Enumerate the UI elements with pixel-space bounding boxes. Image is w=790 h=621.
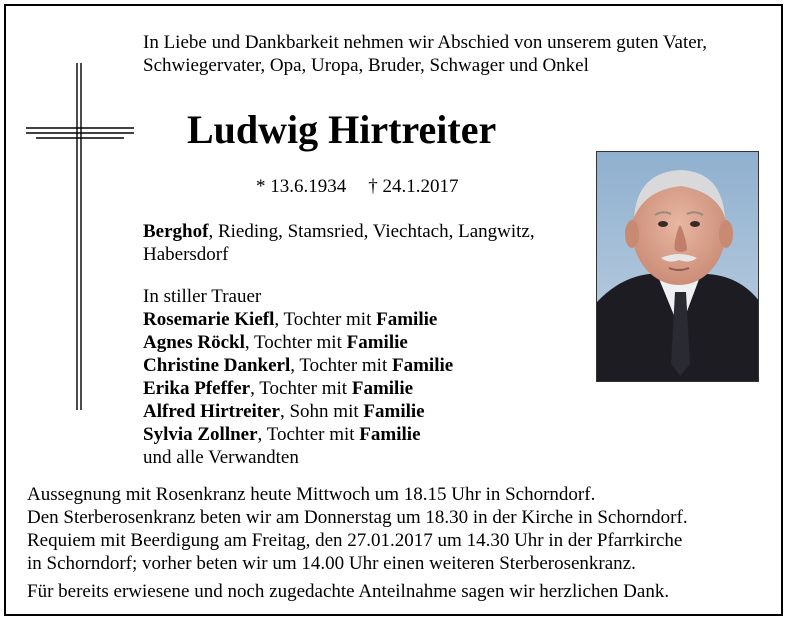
- mourner-relation: , Sohn mit: [279, 401, 364, 422]
- mourner-relation: , Tochter mit: [244, 332, 347, 353]
- mourner-name: Erika Pfeffer: [143, 378, 251, 399]
- mourner-family: Familie: [376, 309, 438, 330]
- announcement-block: [27, 483, 688, 575]
- mourner-relation: , Tochter mit: [274, 309, 377, 330]
- places-rest: , Rieding, Stamsried, Viechtach, Langwitz,: [208, 221, 535, 242]
- mourner-row: [143, 331, 453, 354]
- mourner-family: Familie: [363, 401, 425, 422]
- portrait-photo: [596, 151, 759, 382]
- announcement-line: Den Sterberosenkranz beten wir am Donnerstag um 18.30 in der Kirche in Schorndorf.: [27, 507, 688, 528]
- cross-icon: [0, 0, 140, 420]
- intro-line-2: Schwiegervater, Opa, Uropa, Bruder, Schwager und Onkel: [143, 55, 589, 76]
- mourner-row: [143, 308, 453, 331]
- mourners-block: [143, 285, 453, 469]
- mourner-name: Sylvia Zollner: [143, 424, 258, 445]
- mourner-name: Agnes Röckl: [143, 332, 245, 353]
- mourner-relation: , Tochter mit: [290, 355, 392, 376]
- mourners-heading: In stiller Trauer: [143, 286, 262, 307]
- mourner-relation: , Tochter mit: [257, 424, 360, 445]
- announcement-line: Requiem mit Beerdigung am Freitag, den 27.01.2017 um 14.30 Uhr in der Pfarrkirche: [27, 530, 683, 551]
- mourner-name: Alfred Hirtreiter: [143, 401, 280, 422]
- announcement-line: Aussegnung mit Rosenkranz heute Mittwoch um 18.15 Uhr in Schorndorf.: [27, 484, 596, 505]
- places-block: [143, 220, 535, 266]
- mourner-relation: , Tochter mit: [250, 378, 352, 399]
- place-bold: Berghof: [143, 221, 209, 242]
- mourner-row: [143, 377, 453, 400]
- mourner-row: [143, 354, 453, 377]
- birth-date: * 13.6.1934: [256, 176, 347, 197]
- mourner-family: Familie: [392, 355, 454, 376]
- mourner-family: Familie: [359, 424, 421, 445]
- thanks-text: Für bereits erwiesene und noch zugedachte Anteilnahme sagen wir herzlichen Dank.: [27, 581, 670, 602]
- mourners-closing: und alle Verwandten: [143, 447, 299, 468]
- mourner-name: Rosemarie Kiefl: [143, 309, 275, 330]
- portrait-image: [597, 152, 759, 382]
- mourner-family: Familie: [346, 332, 408, 353]
- life-dates: [256, 175, 459, 198]
- mourner-name: Christine Dankerl: [143, 355, 291, 376]
- mourner-row: [143, 400, 453, 423]
- mourner-family: Familie: [351, 378, 414, 399]
- announcement-line: in Schorndorf; vorher beten wir um 14.00 Uhr einen weiteren Sterberosenkranz.: [27, 553, 636, 574]
- deceased-name: Ludwig Hirtreiter: [187, 107, 497, 152]
- mourner-row: [143, 423, 453, 446]
- intro-line-1: In Liebe und Dankbarkeit nehmen wir Abschied von unserem guten Vater,: [143, 32, 707, 53]
- death-date: † 24.1.2017: [368, 176, 459, 197]
- places-line-2: Habersdorf: [143, 244, 229, 265]
- intro-text: [143, 31, 707, 77]
